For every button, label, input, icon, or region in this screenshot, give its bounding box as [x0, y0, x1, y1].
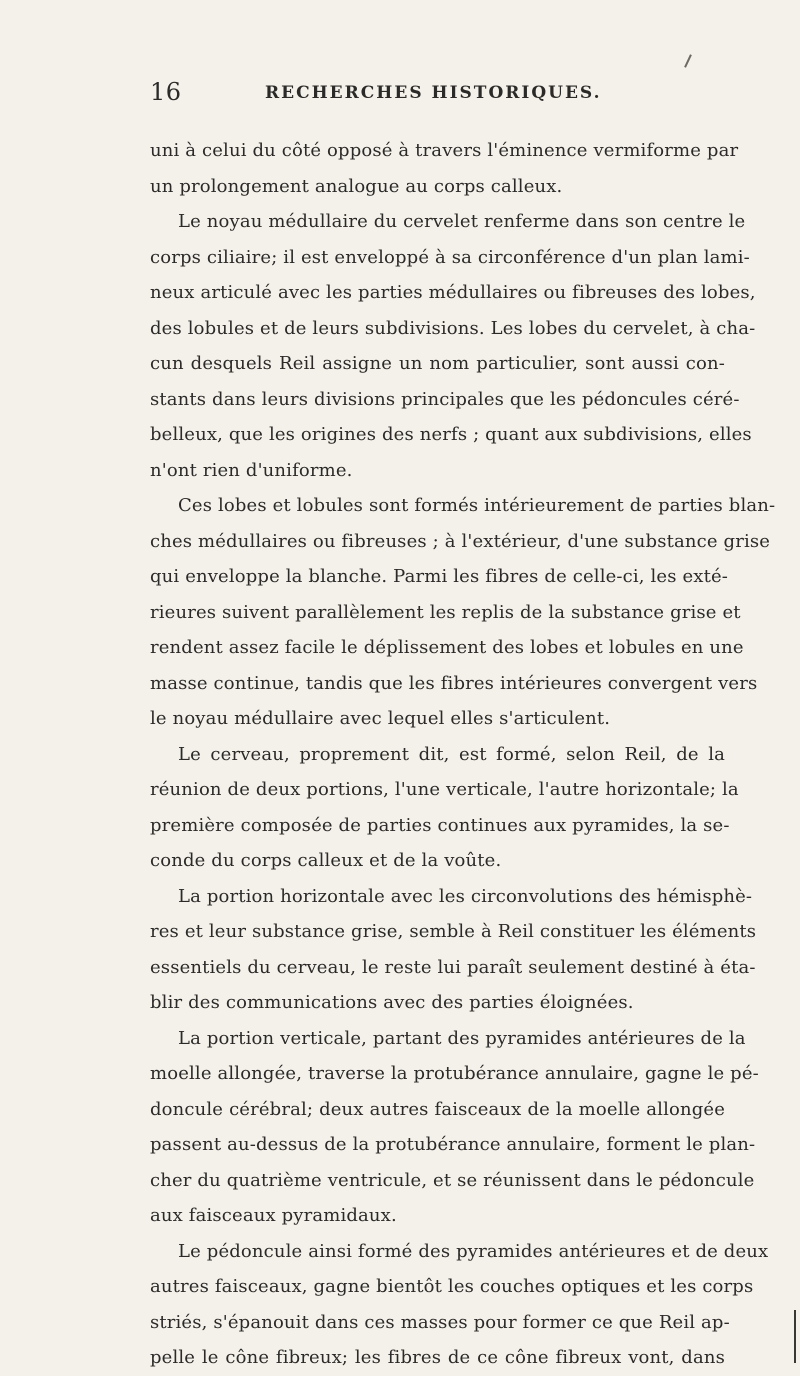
- text-line: essentiels du cerveau, le reste lui paraît seulement destiné à éta-: [150, 956, 756, 978]
- page-edge-mark: [794, 1310, 796, 1363]
- text-line: Le cerveau, proprement dit, est formé, selon Reil, de la: [178, 743, 725, 765]
- text-line: rieures suivent parallèlement les replis de la substance grise et: [150, 601, 741, 623]
- page-number: 16: [150, 78, 182, 106]
- text-line: moelle allongée, traverse la protubérance annulaire, gagne le pé-: [150, 1063, 759, 1084]
- text-line: pelle le cône fibreux; les fibres de ce cône fibreux vont, dans: [150, 1347, 725, 1368]
- body-text: [150, 133, 776, 1368]
- text-line: n'ont rien d'uniforme.: [150, 459, 353, 481]
- text-line: passent au-dessus de la protubérance annulaire, forment le plan-: [150, 1134, 756, 1155]
- text-line: un prolongement analogue au corps calleux.: [150, 175, 563, 197]
- text-line: ches médullaires ou fibreuses ; à l'extérieur, d'une substance grise: [150, 530, 771, 552]
- ink-mark: [684, 54, 692, 68]
- text-line: res et leur substance grise, semble à Reil constituer les éléments: [150, 921, 757, 942]
- text-line: autres faisceaux, gagne bientôt les couches optiques et les corps: [150, 1276, 754, 1297]
- text-line: aux faisceaux pyramidaux.: [150, 1205, 397, 1226]
- text-line: Le noyau médullaire du cervelet renferme dans son centre le: [178, 211, 746, 232]
- text-line: conde du corps calleux et de la voûte.: [150, 850, 502, 871]
- text-line: masse continue, tandis que les fibres intérieures convergent vers: [150, 672, 758, 694]
- text-line: Le pédoncule ainsi formé des pyramides antérieures et de deux: [178, 1240, 769, 1262]
- text-line: cher du quatrième ventricule, et se réunissent dans le pédoncule: [150, 1169, 755, 1191]
- text-line: rendent assez facile le déplissement des lobes et lobules en une: [150, 637, 744, 658]
- text-line: blir des communications avec des parties éloignées.: [150, 992, 634, 1013]
- text-line: le noyau médullaire avec lequel elles s'articulent.: [150, 708, 611, 729]
- text-line: première composée de parties continues aux pyramides, la se-: [150, 814, 730, 836]
- text-line: corps ciliaire; il est enveloppé à sa circonférence d'un plan lami-: [150, 246, 750, 268]
- text-line: uni à celui du côté opposé à travers l'éminence vermiforme par: [150, 140, 739, 161]
- text-line: La portion horizontale avec les circonvolutions des hémisphè-: [178, 885, 753, 907]
- text-line: doncule cérébral; deux autres faisceaux de la moelle allongée: [150, 1098, 725, 1120]
- text-line: des lobules et de leurs subdivisions. Les lobes du cervelet, à cha-: [150, 317, 756, 339]
- page-header: [150, 78, 725, 108]
- text-line: qui enveloppe la blanche. Parmi les fibres de celle-ci, les exté-: [150, 566, 729, 587]
- text-line: Ces lobes et lobules sont formés intérieurement de parties blan-: [178, 495, 776, 516]
- text-line: réunion de deux portions, l'une verticale, l'autre horizontale; la: [150, 779, 739, 800]
- text-line: stants dans leurs divisions principales que les pédoncules céré-: [150, 388, 740, 410]
- running-title: RECHERCHES HISTORIQUES.: [265, 83, 602, 103]
- text-line: striés, s'épanouit dans ces masses pour former ce que Reil ap-: [150, 1311, 730, 1333]
- text-line: belleux, que les origines des nerfs ; quant aux subdivisions, elles: [150, 424, 752, 445]
- text-line: cun desquels Reil assigne un nom particulier, sont aussi con-: [150, 353, 725, 374]
- text-line: La portion verticale, partant des pyramides antérieures de la: [178, 1027, 746, 1049]
- text-line: neux articulé avec les parties médullaires ou fibreuses des lobes,: [150, 282, 756, 303]
